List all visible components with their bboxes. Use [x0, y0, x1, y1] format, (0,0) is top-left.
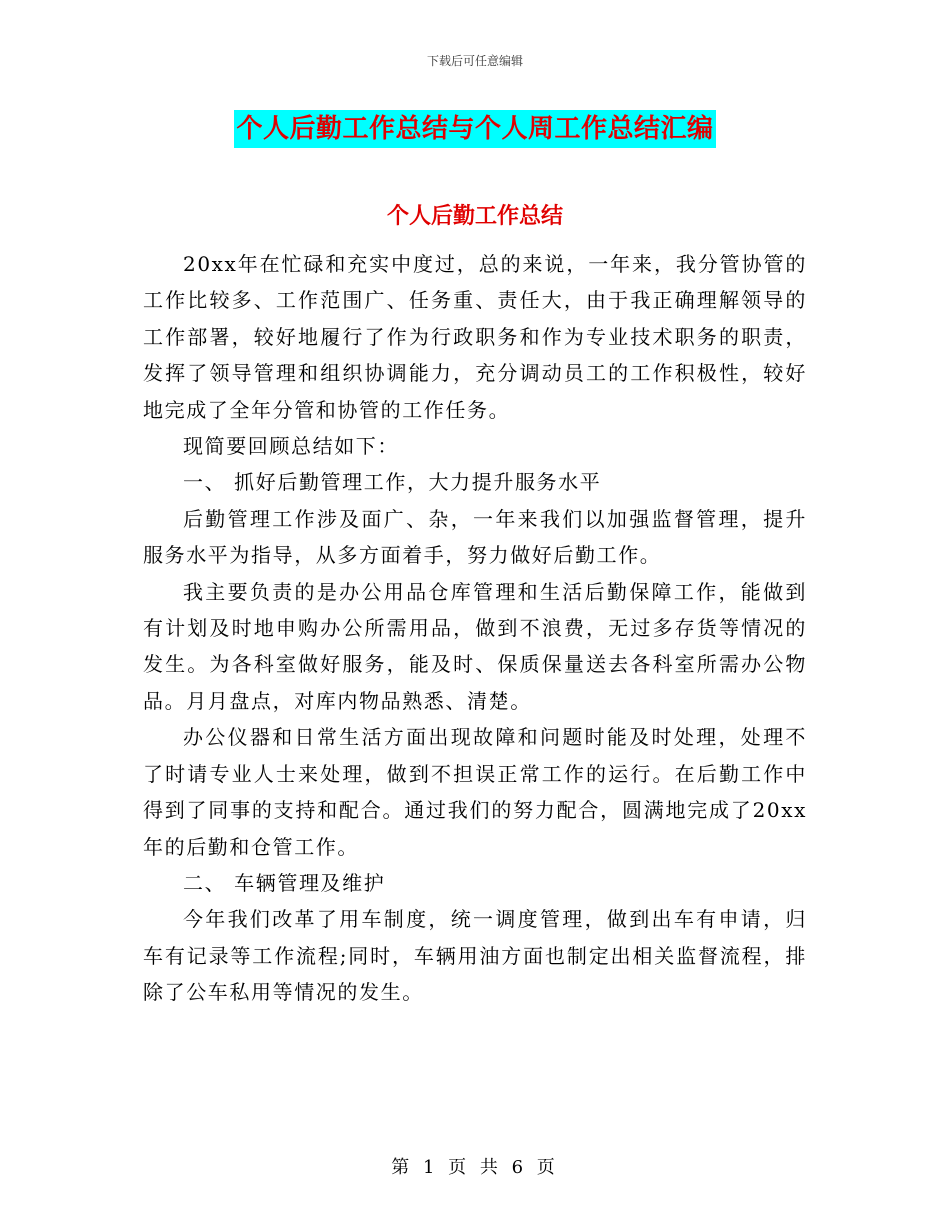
- title-wrapper: [0, 110, 950, 148]
- document-body: [143, 246, 807, 1011]
- section-title: 个人后勤工作总结: [386, 203, 563, 229]
- header-note: 下载后可任意编辑: [426, 54, 523, 68]
- paragraph: 办公仪器和日常生活方面出现故障和问题时能及时处理，处理不了时请专业人士来处理，做到不担误正常工作的运行。在后勤工作中得到了同事的支持和配合。通过我们的努力配合，圆满地完成了20xx年的后勤和仓管工作。: [143, 725, 807, 859]
- paragraph: 后勤管理工作涉及面广、杂，一年来我们以加强监督管理，提升服务水平为指导，从多方面着手，努力做好后勤工作。: [143, 506, 807, 568]
- paragraph: 20xx年在忙碌和充实中度过，总的来说，一年来，我分管协管的工作比较多、工作范围广、任务重、责任大，由于我正确理解领导的工作部署，较好地履行了作为行政职务和作为专业技术职务的职责，发挥了领导管理和组织协调能力，充分调动员工的工作积极性，较好地完成了全年分管和协管的工作任务。: [143, 252, 807, 422]
- paragraph: 今年我们改革了用车制度，统一调度管理，做到出车有申请，归车有记录等工作流程;同时，车辆用油方面也制定出相关监督流程，排除了公车私用等情况的发生。: [143, 907, 807, 1005]
- section-heading: 二、 车辆管理及维护: [183, 870, 386, 895]
- paragraph: 现简要回顾总结如下：: [183, 434, 399, 459]
- page-footer: 第 1 页 共 6 页: [391, 1157, 559, 1178]
- section-heading: 一、 抓好后勤管理工作，大力提升服务水平: [183, 470, 602, 495]
- paragraph: 我主要负责的是办公用品仓库管理和生活后勤保障工作，能做到有计划及时地申购办公所需用品，做到不浪费，无过多存货等情况的发生。为各科室做好服务，能及时、保质保量送去各科室所需办公物品。月月盘点，对库内物品熟悉、清楚。: [143, 579, 807, 713]
- document-title: 个人后勤工作总结与个人周工作总结汇编: [234, 110, 715, 148]
